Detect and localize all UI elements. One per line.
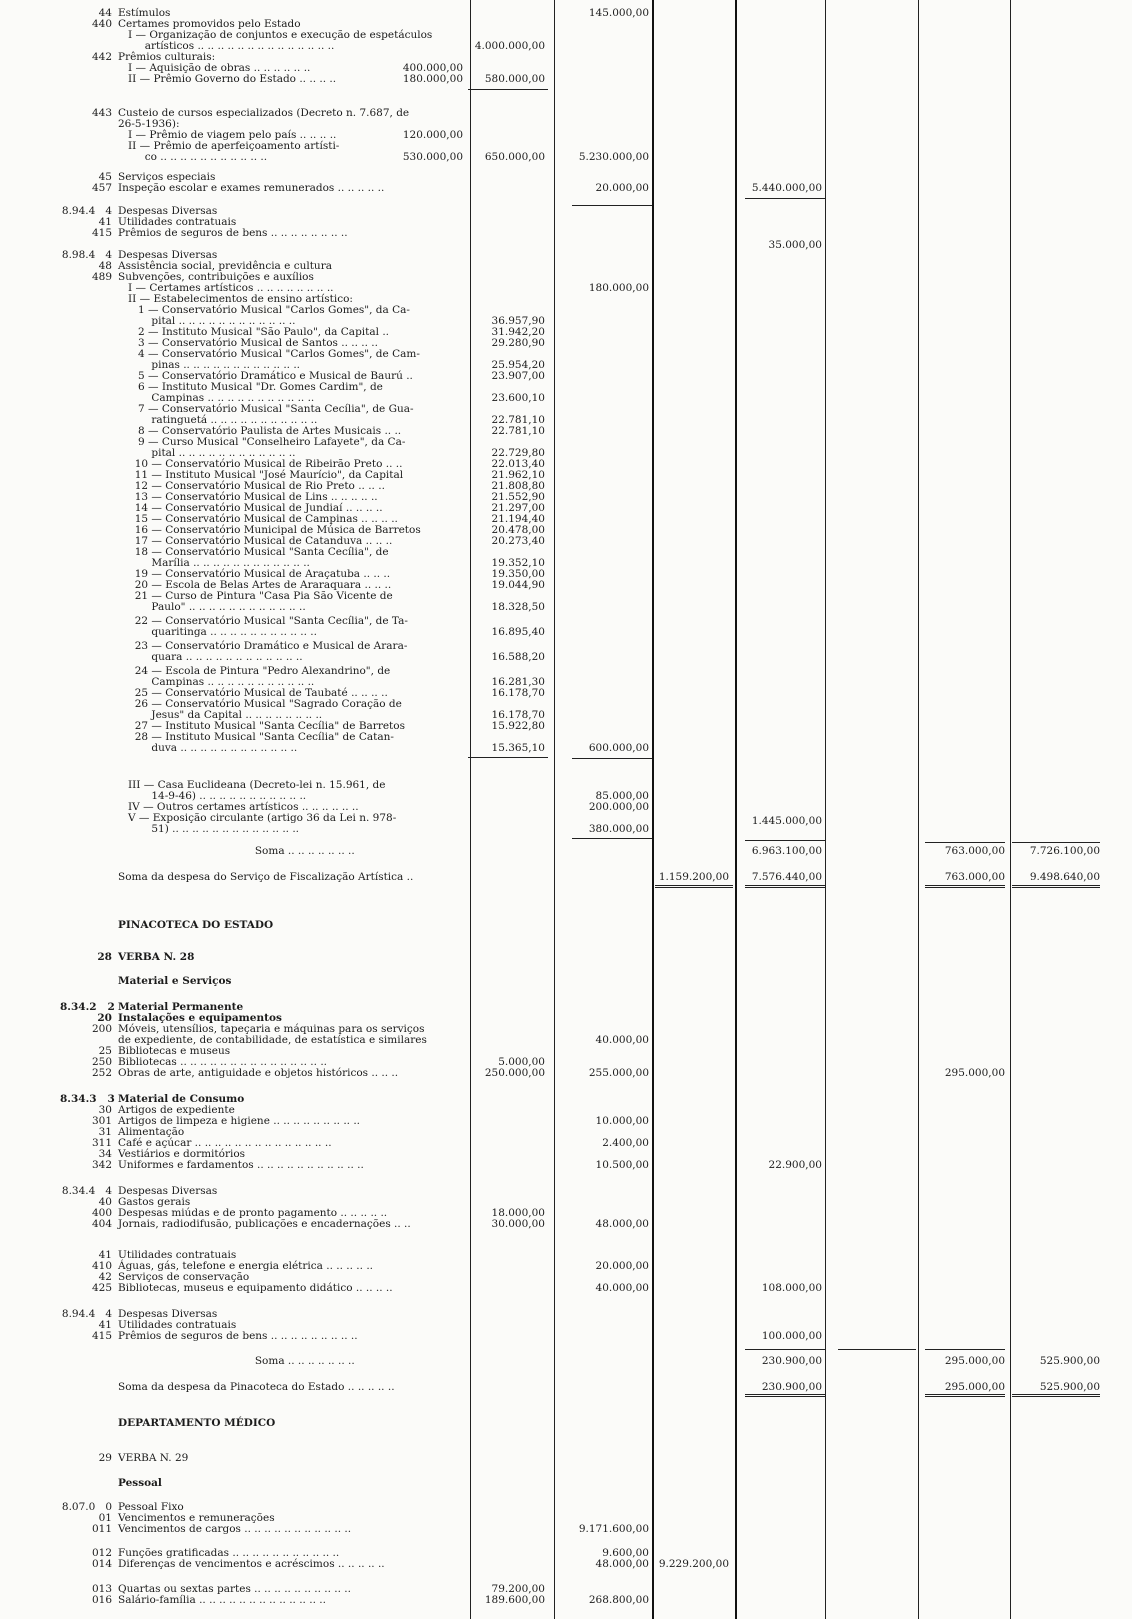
column-rule: [825, 0, 826, 1619]
line-code: 45: [98, 171, 112, 183]
line-description: II — Estabelecimentos de ensino artístico:: [118, 293, 353, 305]
sum-rule: [468, 89, 548, 90]
line-description: 2 — Instituto Musical "São Paulo", da Capital ..: [118, 326, 390, 338]
line-code: 342: [91, 1159, 112, 1171]
line-description: co .. .. .. .. .. .. .. .. .. .. ..: [118, 151, 268, 163]
line-code: 8.34.2 2: [60, 1001, 115, 1013]
line-description: Artigos de limpeza e higiene .. .. .. .. .. .. .. .. ..: [118, 1115, 361, 1127]
line-description: duva .. .. .. .. .. .. .. .. .. .. .. ..: [118, 742, 298, 754]
amount-value: 9.498.640,00: [1029, 871, 1100, 883]
line-description: Despesas miúdas e de pronto pagamento .. .. .. .. ..: [118, 1207, 388, 1219]
line-description: Bibliotecas, museus e equipamento didático .. .. .. ..: [118, 1282, 393, 1294]
amount-value: 85.000,00: [595, 790, 649, 802]
line-code: 301: [91, 1115, 112, 1127]
line-description: Subvenções, contribuições e auxílios: [118, 271, 314, 283]
line-description: ratinguetá .. .. .. .. .. .. .. .. .. .. ..: [118, 414, 318, 426]
line-description: Inspeção escolar e exames remunerados .. .. .. .. ..: [118, 182, 385, 194]
line-code: 400: [91, 1207, 112, 1219]
sum-rule: [745, 198, 825, 199]
amount-value: 180.000,00: [402, 73, 463, 85]
line-description: 19 — Conservatório Musical de Araçatuba .. .. ..: [118, 568, 391, 580]
line-code: 415: [91, 227, 112, 239]
line-description: Vestiários e dormitórios: [118, 1148, 246, 1160]
amount-value: 7.726.100,00: [1029, 845, 1100, 857]
line-description: Obras de arte, antiguidade e objetos históricos .. .. ..: [118, 1067, 399, 1079]
sum-rule: [745, 1349, 825, 1350]
amount-value: 763.000,00: [944, 845, 1005, 857]
line-code: 41: [98, 1249, 112, 1261]
line-description: II — Prêmio Governo do Estado .. .. .. ..: [118, 73, 337, 85]
amount-value: 525.900,00: [1039, 1355, 1100, 1367]
sum-rule: [925, 1394, 1005, 1397]
line-code: 8.94.4 4: [61, 1308, 112, 1320]
amount-value: 6.963.100,00: [751, 845, 822, 857]
amount-value: 295.000,00: [944, 1381, 1005, 1393]
line-code: 8.98.4 4: [61, 249, 112, 261]
line-description: 25 — Conservatório Musical de Taubaté .. .. .. ..: [118, 687, 388, 699]
line-code: 34: [98, 1148, 112, 1160]
sum-rule: [925, 1349, 1005, 1350]
line-description: Bibliotecas e museus: [118, 1045, 231, 1057]
amount-value: 19.044,90: [491, 579, 545, 591]
line-description: Campinas .. .. .. .. .. .. .. .. .. .. ..: [118, 392, 315, 404]
sum-rule: [468, 757, 548, 758]
amount-value: 5.000,00: [498, 1056, 545, 1068]
amount-value: 2.400,00: [602, 1137, 649, 1149]
line-code: 415: [91, 1330, 112, 1342]
line-code: 014: [91, 1558, 112, 1570]
line-code: 41: [98, 216, 112, 228]
amount-value: 16.281,30: [491, 676, 545, 688]
line-description: 11 — Instituto Musical "José Maurício", da Capital: [118, 469, 404, 481]
line-code: 410: [91, 1260, 112, 1272]
column-rule: [1010, 0, 1011, 1619]
amount-value: 15.922,80: [491, 720, 545, 732]
line-description: Prêmios de seguros de bens .. .. .. .. .. .. .. .. ..: [118, 1330, 358, 1342]
line-description: Instalações e equipamentos: [118, 1012, 282, 1024]
line-code: 016: [91, 1594, 112, 1606]
line-description: pital .. .. .. .. .. .. .. .. .. .. .. ..: [118, 315, 296, 327]
column-rule: [470, 0, 471, 1619]
amount-value: 19.350,00: [491, 568, 545, 580]
amount-value: 1.159.200,00: [658, 871, 729, 883]
line-description: Marília .. .. .. .. .. .. .. .. .. .. .. ..: [118, 557, 310, 569]
sum-rule: [1012, 842, 1100, 843]
line-description: 9 — Curso Musical "Conselheiro Lafayete", da Ca-: [118, 436, 406, 448]
line-description: V — Exposição circulante (artigo 36 da Lei n. 978-: [118, 812, 397, 824]
line-description: Prêmios de seguros de bens .. .. .. .. .. .. .. ..: [118, 227, 348, 239]
line-description: 14-9-46) .. .. .. .. .. .. .. .. .. .. ..: [118, 790, 307, 802]
line-description: 51) .. .. .. .. .. .. .. .. .. .. .. .. ..: [118, 823, 300, 835]
line-code: 011: [91, 1523, 112, 1535]
line-description: Águas, gás, telefone e energia elétrica .. .. .. .. ..: [118, 1260, 373, 1272]
line-description: 26 — Conservatório Musical "Sagrado Coração de: [118, 698, 402, 710]
line-code: 425: [91, 1282, 112, 1294]
line-code: 01: [98, 1512, 112, 1524]
amount-value: 5.230.000,00: [578, 151, 649, 163]
line-description: 24 — Escola de Pintura "Pedro Alexandrino", de: [118, 665, 391, 677]
line-description: Certames promovidos pelo Estado: [118, 18, 301, 30]
amount-value: 295.000,00: [944, 1067, 1005, 1079]
amount-value: 16.178,70: [491, 709, 545, 721]
amount-value: 22.900,00: [768, 1159, 822, 1171]
line-description: 27 — Instituto Musical "Santa Cecília" de Barretos: [118, 720, 405, 732]
amount-value: 255.000,00: [588, 1067, 649, 1079]
line-description: Material Permanente: [118, 1001, 244, 1013]
amount-value: 21.297,00: [491, 502, 545, 514]
amount-value: 650.000,00: [484, 151, 545, 163]
amount-value: 21.962,10: [491, 469, 545, 481]
line-code: 29: [98, 1452, 112, 1464]
line-description: VERBA N. 28: [118, 951, 195, 963]
line-description: Despesas Diversas: [118, 1185, 218, 1197]
sum-rule: [925, 842, 1005, 843]
line-code: 8.34.3 3: [60, 1093, 115, 1105]
line-description: I — Prêmio de viagem pelo país .. .. .. ..: [118, 129, 337, 141]
line-description: I — Certames artísticos .. .. .. .. .. .. .. ..: [118, 282, 334, 294]
amount-value: 108.000,00: [761, 1282, 822, 1294]
line-description: Uniformes e fardamentos .. .. .. .. .. .. .. .. .. .. ..: [118, 1159, 364, 1171]
line-code: 440: [91, 18, 112, 30]
line-description: 4 — Conservatório Musical "Carlos Gomes", de Cam-: [118, 348, 420, 360]
amount-value: 21.552,90: [491, 491, 545, 503]
line-description: Bibliotecas .. .. .. .. .. .. .. .. .. .. .. .. .. .. ..: [118, 1056, 327, 1068]
line-description: 14 — Conservatório Musical de Jundiaí .. .. .. ..: [118, 502, 383, 514]
line-code: 8.34.4 4: [61, 1185, 112, 1197]
amount-value: 5.440.000,00: [751, 182, 822, 194]
column-rule: [554, 0, 555, 1619]
amount-value: 48.000,00: [595, 1218, 649, 1230]
line-description: Alimentação: [118, 1126, 185, 1138]
line-description: Vencimentos e remunerações: [118, 1512, 275, 1524]
sum-rule: [655, 885, 733, 888]
line-description: 28 — Instituto Musical "Santa Cecília" de Catan-: [118, 731, 394, 743]
line-description: Salário-família .. .. .. .. .. .. .. .. .. .. .. .. ..: [118, 1594, 326, 1606]
line-code: 443: [91, 107, 112, 119]
line-description: Despesas Diversas: [118, 249, 218, 261]
sum-rule: [1012, 1394, 1100, 1397]
amount-value: 40.000,00: [595, 1282, 649, 1294]
line-description: Estímulos: [118, 7, 171, 19]
line-description: Pessoal: [118, 1477, 162, 1489]
amount-value: 30.000,00: [491, 1218, 545, 1230]
line-description: Móveis, utensílios, tapeçaria e máquinas para os serviços: [118, 1023, 425, 1035]
amount-value: 180.000,00: [588, 282, 649, 294]
line-description: Custeio de cursos especializados (Decreto n. 7.687, de: [118, 107, 410, 119]
amount-value: 16.588,20: [491, 651, 545, 663]
amount-value: 22.729,80: [491, 447, 545, 459]
amount-value: 16.895,40: [491, 626, 545, 638]
line-code: 28: [97, 951, 112, 963]
line-description: 26-5-1936):: [118, 118, 180, 130]
line-description: IV — Outros certames artísticos .. .. .. .. .. ..: [118, 801, 359, 813]
line-code: 25: [98, 1045, 112, 1057]
line-code: 404: [91, 1218, 112, 1230]
line-description: quara .. .. .. .. .. .. .. .. .. .. .. ..: [118, 651, 303, 663]
line-description: DEPARTAMENTO MÉDICO: [118, 1417, 276, 1429]
amount-value: 20.000,00: [595, 1260, 649, 1272]
amount-value: 9.229.200,00: [658, 1558, 729, 1570]
line-description: 22 — Conservatório Musical "Santa Cecília", de Ta-: [118, 615, 408, 627]
sum-rule: [925, 885, 1005, 888]
line-description: Soma da despesa da Pinacoteca do Estado .. .. .. .. ..: [118, 1381, 395, 1393]
amount-value: 21.808,80: [491, 480, 545, 492]
amount-value: 23.907,00: [491, 370, 545, 382]
amount-value: 10.500,00: [595, 1159, 649, 1171]
amount-value: 15.365,10: [491, 742, 545, 754]
line-description: Café e açúcar .. .. .. .. .. .. .. .. .. .. .. .. .. ..: [118, 1137, 332, 1149]
line-description: Serviços especiais: [118, 171, 216, 183]
line-code: 41: [98, 1319, 112, 1331]
line-description: Artigos de expediente: [118, 1104, 235, 1116]
line-description: de expediente, de contabilidade, de estatística e similares: [118, 1034, 427, 1046]
column-rule: [735, 0, 737, 1619]
amount-value: 31.942,20: [491, 326, 545, 338]
line-description: 5 — Conservatório Dramático e Musical de Baurú ..: [118, 370, 413, 382]
line-description: Paulo" .. .. .. .. .. .. .. .. .. .. .. ..: [118, 601, 306, 613]
amount-value: 9.600,00: [602, 1547, 649, 1559]
sum-rule: [745, 885, 825, 888]
line-code: 200: [91, 1023, 112, 1035]
amount-value: 4.000.000,00: [474, 40, 545, 52]
line-code: 457: [91, 182, 112, 194]
amount-value: 120.000,00: [402, 129, 463, 141]
amount-value: 250.000,00: [484, 1067, 545, 1079]
line-description: Jornais, radiodifusão, publicações e encadernações .. ..: [118, 1218, 411, 1230]
line-description: 18 — Conservatório Musical "Santa Cecília", de: [118, 546, 389, 558]
line-description: Soma .. .. .. .. .. .. ..: [118, 1355, 355, 1367]
line-description: Material e Serviços: [118, 975, 232, 987]
line-description: 1 — Conservatório Musical "Carlos Gomes", da Ca-: [118, 304, 410, 316]
amount-value: 380.000,00: [588, 823, 649, 835]
line-code: 31: [98, 1126, 112, 1138]
amount-value: 200.000,00: [588, 801, 649, 813]
line-description: artísticos .. .. .. .. .. .. .. .. .. .. .. .. .. ..: [118, 40, 335, 52]
line-description: 17 — Conservatório Musical de Catanduva .. .. ..: [118, 535, 393, 547]
line-code: 40: [98, 1196, 112, 1208]
line-description: Utilidades contratuais: [118, 1319, 237, 1331]
line-description: Despesas Diversas: [118, 1308, 218, 1320]
amount-value: 145.000,00: [588, 7, 649, 19]
line-description: Pessoal Fixo: [118, 1501, 184, 1513]
amount-value: 7.576.440,00: [751, 871, 822, 883]
amount-value: 20.478,00: [491, 524, 545, 536]
amount-value: 230.900,00: [761, 1381, 822, 1393]
sum-rule: [572, 838, 652, 839]
amount-value: 268.800,00: [588, 1594, 649, 1606]
line-description: I — Aquisição de obras .. .. .. .. .. ..: [118, 62, 311, 74]
amount-value: 1.445.000,00: [751, 815, 822, 827]
amount-value: 25.954,20: [491, 359, 545, 371]
line-description: III — Casa Euclideana (Decreto-lei n. 15.961, de: [118, 779, 386, 791]
amount-value: 79.200,00: [491, 1583, 545, 1595]
amount-value: 600.000,00: [588, 742, 649, 754]
column-rule: [918, 0, 919, 1619]
line-description: Utilidades contratuais: [118, 216, 237, 228]
sum-rule: [745, 840, 825, 841]
line-description: Assistência social, previdência e cultura: [118, 260, 332, 272]
sum-rule: [838, 1349, 916, 1350]
amount-value: 20.273,40: [491, 535, 545, 547]
line-description: Prêmios culturais:: [118, 51, 216, 63]
line-code: 30: [98, 1104, 112, 1116]
line-code: 8.07.0 0: [61, 1501, 112, 1513]
line-code: 8.94.4 4: [61, 205, 112, 217]
amount-value: 230.900,00: [761, 1355, 822, 1367]
line-description: 16 — Conservatório Municipal de Música de Barretos: [118, 524, 421, 536]
sum-rule: [1012, 885, 1100, 888]
amount-value: 40.000,00: [595, 1034, 649, 1046]
line-code: 442: [91, 51, 112, 63]
line-code: 42: [98, 1271, 112, 1283]
line-description: Diferenças de vencimentos e acréscimos .. .. .. .. ..: [118, 1558, 385, 1570]
amount-value: 189.600,00: [484, 1594, 545, 1606]
line-description: Quartas ou sextas partes .. .. .. .. .. .. .. .. .. ..: [118, 1583, 351, 1595]
line-code: 48: [98, 260, 112, 272]
line-code: 311: [91, 1137, 112, 1149]
line-description: Utilidades contratuais: [118, 1249, 237, 1261]
amount-value: 23.600,10: [491, 392, 545, 404]
amount-value: 22.781,10: [491, 414, 545, 426]
line-code: 012: [91, 1547, 112, 1559]
amount-value: 18.328,50: [491, 601, 545, 613]
line-description: Funções gratificadas .. .. .. .. .. .. .. .. .. .. ..: [118, 1547, 340, 1559]
line-description: Vencimentos de cargos .. .. .. .. .. .. .. .. .. .. ..: [118, 1523, 352, 1535]
line-description: Campinas .. .. .. .. .. .. .. .. .. .. ..: [118, 676, 315, 688]
column-rule: [652, 0, 654, 1619]
line-description: II — Prêmio de aperfeiçoamento artísti-: [118, 140, 340, 152]
line-description: 23 — Conservatório Dramático e Musical de Arara-: [118, 640, 408, 652]
line-code: 013: [91, 1583, 112, 1595]
line-description: pinas .. .. .. .. .. .. .. .. .. .. .. ..: [118, 359, 301, 371]
amount-value: 525.900,00: [1039, 1381, 1100, 1393]
line-description: 15 — Conservatório Musical de Campinas .. .. .. ..: [118, 513, 398, 525]
amount-value: 20.000,00: [595, 182, 649, 194]
sum-rule: [572, 205, 652, 206]
amount-value: 36.957,90: [491, 315, 545, 327]
line-description: Soma .. .. .. .. .. .. ..: [118, 845, 355, 857]
line-description: I — Organização de conjuntos e execução de espetáculos: [118, 29, 433, 41]
line-description: 13 — Conservatório Musical de Lins .. .. .. .. ..: [118, 491, 378, 503]
line-description: 20 — Escola de Belas Artes de Araraquara .. .. ..: [118, 579, 392, 591]
amount-value: 19.352,10: [491, 557, 545, 569]
line-code: 252: [91, 1067, 112, 1079]
line-description: PINACOTECA DO ESTADO: [118, 919, 274, 931]
line-code: 250: [91, 1056, 112, 1068]
amount-value: 763.000,00: [944, 871, 1005, 883]
line-description: 3 — Conservatório Musical de Santos .. .. .. ..: [118, 337, 378, 349]
amount-value: 580.000,00: [484, 73, 545, 85]
line-description: Serviços de conservação: [118, 1271, 250, 1283]
amount-value: 35.000,00: [768, 239, 822, 251]
sum-rule: [745, 1394, 825, 1397]
line-description: 6 — Instituto Musical "Dr. Gomes Cardim", de: [118, 381, 383, 393]
amount-value: 9.171.600,00: [578, 1523, 649, 1535]
amount-value: 295.000,00: [944, 1355, 1005, 1367]
line-description: 10 — Conservatório Musical de Ribeirão Preto .. ..: [118, 458, 403, 470]
line-description: Despesas Diversas: [118, 205, 218, 217]
line-code: 20: [97, 1012, 112, 1024]
line-description: 12 — Conservatório Musical de Rio Preto .. .. ..: [118, 480, 385, 492]
amount-value: 22.013,40: [491, 458, 545, 470]
amount-value: 100.000,00: [761, 1330, 822, 1342]
amount-value: 29.280,90: [491, 337, 545, 349]
amount-value: 48.000,00: [595, 1558, 649, 1570]
amount-value: 530.000,00: [402, 151, 463, 163]
line-description: Gastos gerais: [118, 1196, 191, 1208]
amount-value: 18.000,00: [491, 1207, 545, 1219]
line-description: quaritinga .. .. .. .. .. .. .. .. .. .. ..: [118, 626, 317, 638]
line-description: Jesus" da Capital .. .. .. .. .. .. .. ..: [118, 709, 323, 721]
line-code: 489: [91, 271, 112, 283]
amount-value: 16.178,70: [491, 687, 545, 699]
line-description: 21 — Curso de Pintura "Casa Pia São Vicente de: [118, 590, 393, 602]
amount-value: 21.194,40: [491, 513, 545, 525]
line-description: Soma da despesa do Serviço de Fiscalização Artística ..: [118, 871, 414, 883]
line-description: 8 — Conservatório Paulista de Artes Musicais .. ..: [118, 425, 402, 437]
amount-value: 400.000,00: [402, 62, 463, 74]
amount-value: 22.781,10: [491, 425, 545, 437]
line-description: VERBA N. 29: [118, 1452, 189, 1464]
line-code: 44: [98, 7, 112, 19]
line-description: Material de Consumo: [118, 1093, 245, 1105]
line-description: 7 — Conservatório Musical "Santa Cecília", de Gua-: [118, 403, 414, 415]
amount-value: 10.000,00: [595, 1115, 649, 1127]
line-description: pital .. .. .. .. .. .. .. .. .. .. .. ..: [118, 447, 296, 459]
sum-rule: [572, 758, 652, 759]
